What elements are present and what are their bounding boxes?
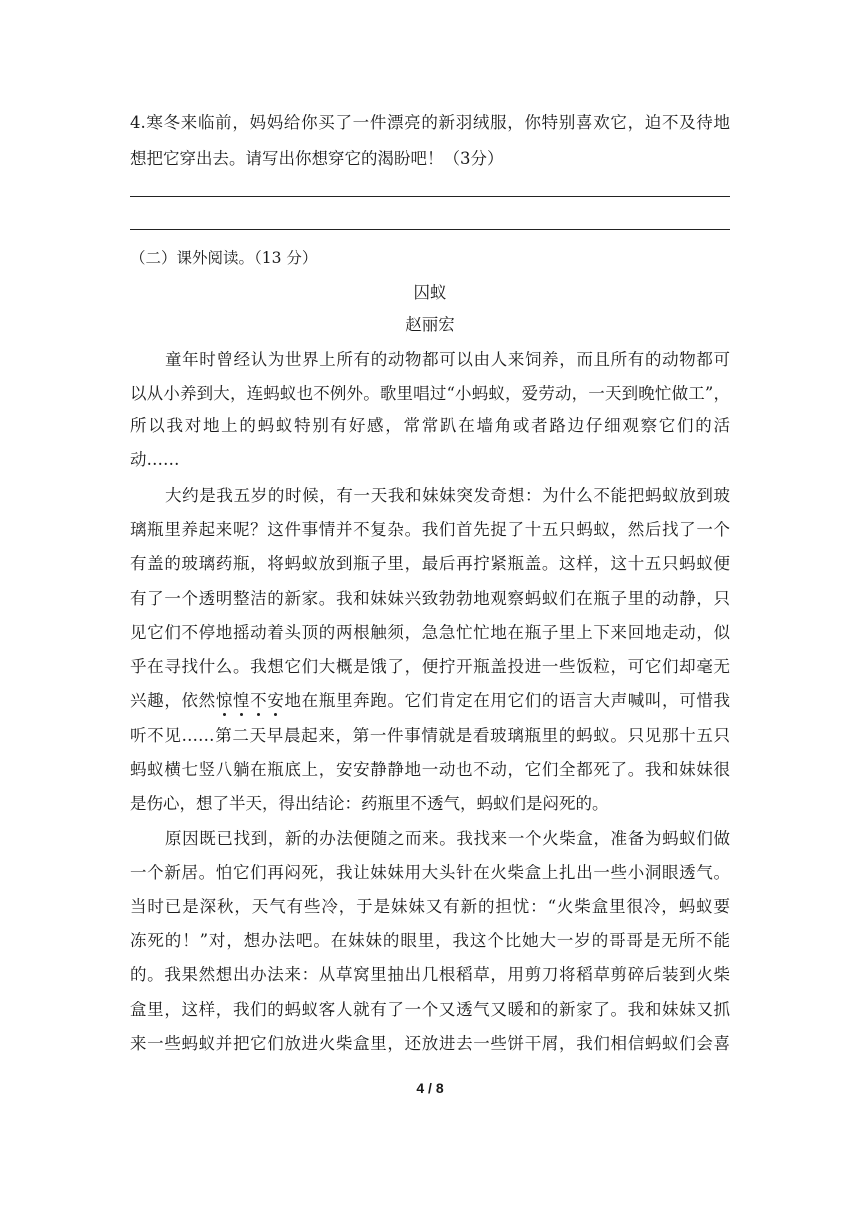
paragraph-1-line-4: 动…… bbox=[130, 450, 180, 469]
answer-line-2[interactable] bbox=[130, 229, 730, 230]
dotted-char: 不 bbox=[250, 691, 268, 710]
dotted-char: 惊 bbox=[215, 691, 233, 710]
paragraph-2-line-5: 见它们不停地摇动着头顶的两根触须，急急忙忙地在瓶子里上下来回地走动，似 bbox=[130, 623, 730, 642]
paragraph-2-line-8: 听不见……第二天早晨起来，第一件事情就是看玻璃瓶里的蚂蚁。只见那十五只 bbox=[130, 726, 730, 745]
paragraph-1-line-3: 所以我对地上的蚂蚁特别有好感，常常趴在墙角或者路边仔细观察它们的活 bbox=[130, 416, 730, 435]
paragraph-1-line-1: 童年时曾经认为世界上所有的动物都可以由人来饲养，而且所有的动物都可 bbox=[165, 350, 730, 369]
line-7-after: 地在瓶里奔跑。它们肯定在用它们的语言大声喊叫，可惜我 bbox=[284, 691, 731, 710]
paragraph-2-line-1: 大约是我五岁的时候，有一天我和妹妹突发奇想：为什么不能把蚂蚁放到玻 bbox=[165, 486, 730, 505]
question-4-line-1: 4.寒冬来临前，妈妈给你买了一件漂亮的新羽绒服，你特别喜欢它，迫不及待地 bbox=[130, 113, 730, 132]
paragraph-3-line-4: 冻死的！”对，想办法吧。在妹妹的眼里，我这个比她大一岁的哥哥是无所不能 bbox=[130, 931, 730, 950]
article-title: 囚蚁 bbox=[413, 283, 447, 302]
line-7-before: 兴趣，依然 bbox=[130, 691, 216, 710]
dotted-char: 安 bbox=[267, 691, 285, 710]
paragraph-3-line-1: 原因既已找到，新的办法便随之而来。我找来一个火柴盒，准备为蚂蚁们做 bbox=[165, 829, 730, 848]
paragraph-2-line-7 bbox=[130, 691, 730, 711]
paragraph-2-line-6: 乎在寻找什么。我想它们大概是饿了，便拧开瓶盖投进一些饭粒，可它们却毫无 bbox=[130, 657, 730, 676]
paragraph-3-line-2: 一个新居。怕它们再闷死，我让妹妹用大头针在火柴盒上扎出一些小洞眼透气。 bbox=[130, 863, 730, 882]
question-4-line-2: 想把它穿出去。请写出你想穿它的渴盼吧！（3分） bbox=[130, 149, 504, 168]
paragraph-2-line-3: 有盖的玻璃药瓶，将蚂蚁放到瓶子里，最后再拧紧瓶盖。这样，这十五只蚂蚁便 bbox=[130, 554, 730, 573]
paragraph-2-line-9: 蚂蚁横七竖八躺在瓶底上，安安静静地一动也不动，它们全都死了。我和妹妹很 bbox=[130, 760, 730, 779]
paragraph-3-line-3: 当时已是深秋，天气有些冷，于是妹妹又有新的担忧：“火柴盒里很冷，蚂蚁要 bbox=[130, 897, 730, 916]
paragraph-3-line-7: 来一些蚂蚁并把它们放进火柴盒里，还放进去一些饼干屑，我们相信蚂蚁们会喜 bbox=[130, 1034, 730, 1053]
paragraph-3-line-6: 盒里，这样，我们的蚂蚁客人就有了一个又透气又暖和的新家了。我和妹妹又抓 bbox=[130, 1000, 730, 1019]
paragraph-2-line-10: 是伤心，想了半天，得出结论：药瓶里不透气，蚂蚁们是闷死的。 bbox=[130, 794, 609, 813]
paragraph-2-line-2: 璃瓶里养起来呢？这件事情并不复杂。我们首先捉了十五只蚂蚁，然后找了一个 bbox=[130, 520, 730, 539]
page-number: 4 / 8 bbox=[416, 1080, 444, 1096]
answer-line-1[interactable] bbox=[130, 196, 730, 197]
section-heading: （二）课外阅读。（13 分） bbox=[130, 249, 318, 267]
paragraph-2-line-4: 有了一个透明整洁的新家。我和妹妹兴致勃勃地观察蚂蚁们在瓶子里的动静，只 bbox=[130, 589, 730, 608]
paragraph-1-line-2: 以从小养到大，连蚂蚁也不例外。歌里唱过“小蚂蚁，爱劳动，一天到晚忙做工”， bbox=[130, 384, 730, 403]
paragraph-3-line-5: 的。我果然想出办法来：从草窝里抽出几根稻草，用剪刀将稻草剪碎后装到火柴 bbox=[130, 965, 730, 984]
dotted-char: 惶 bbox=[232, 691, 251, 710]
article-author: 赵丽宏 bbox=[405, 315, 455, 334]
